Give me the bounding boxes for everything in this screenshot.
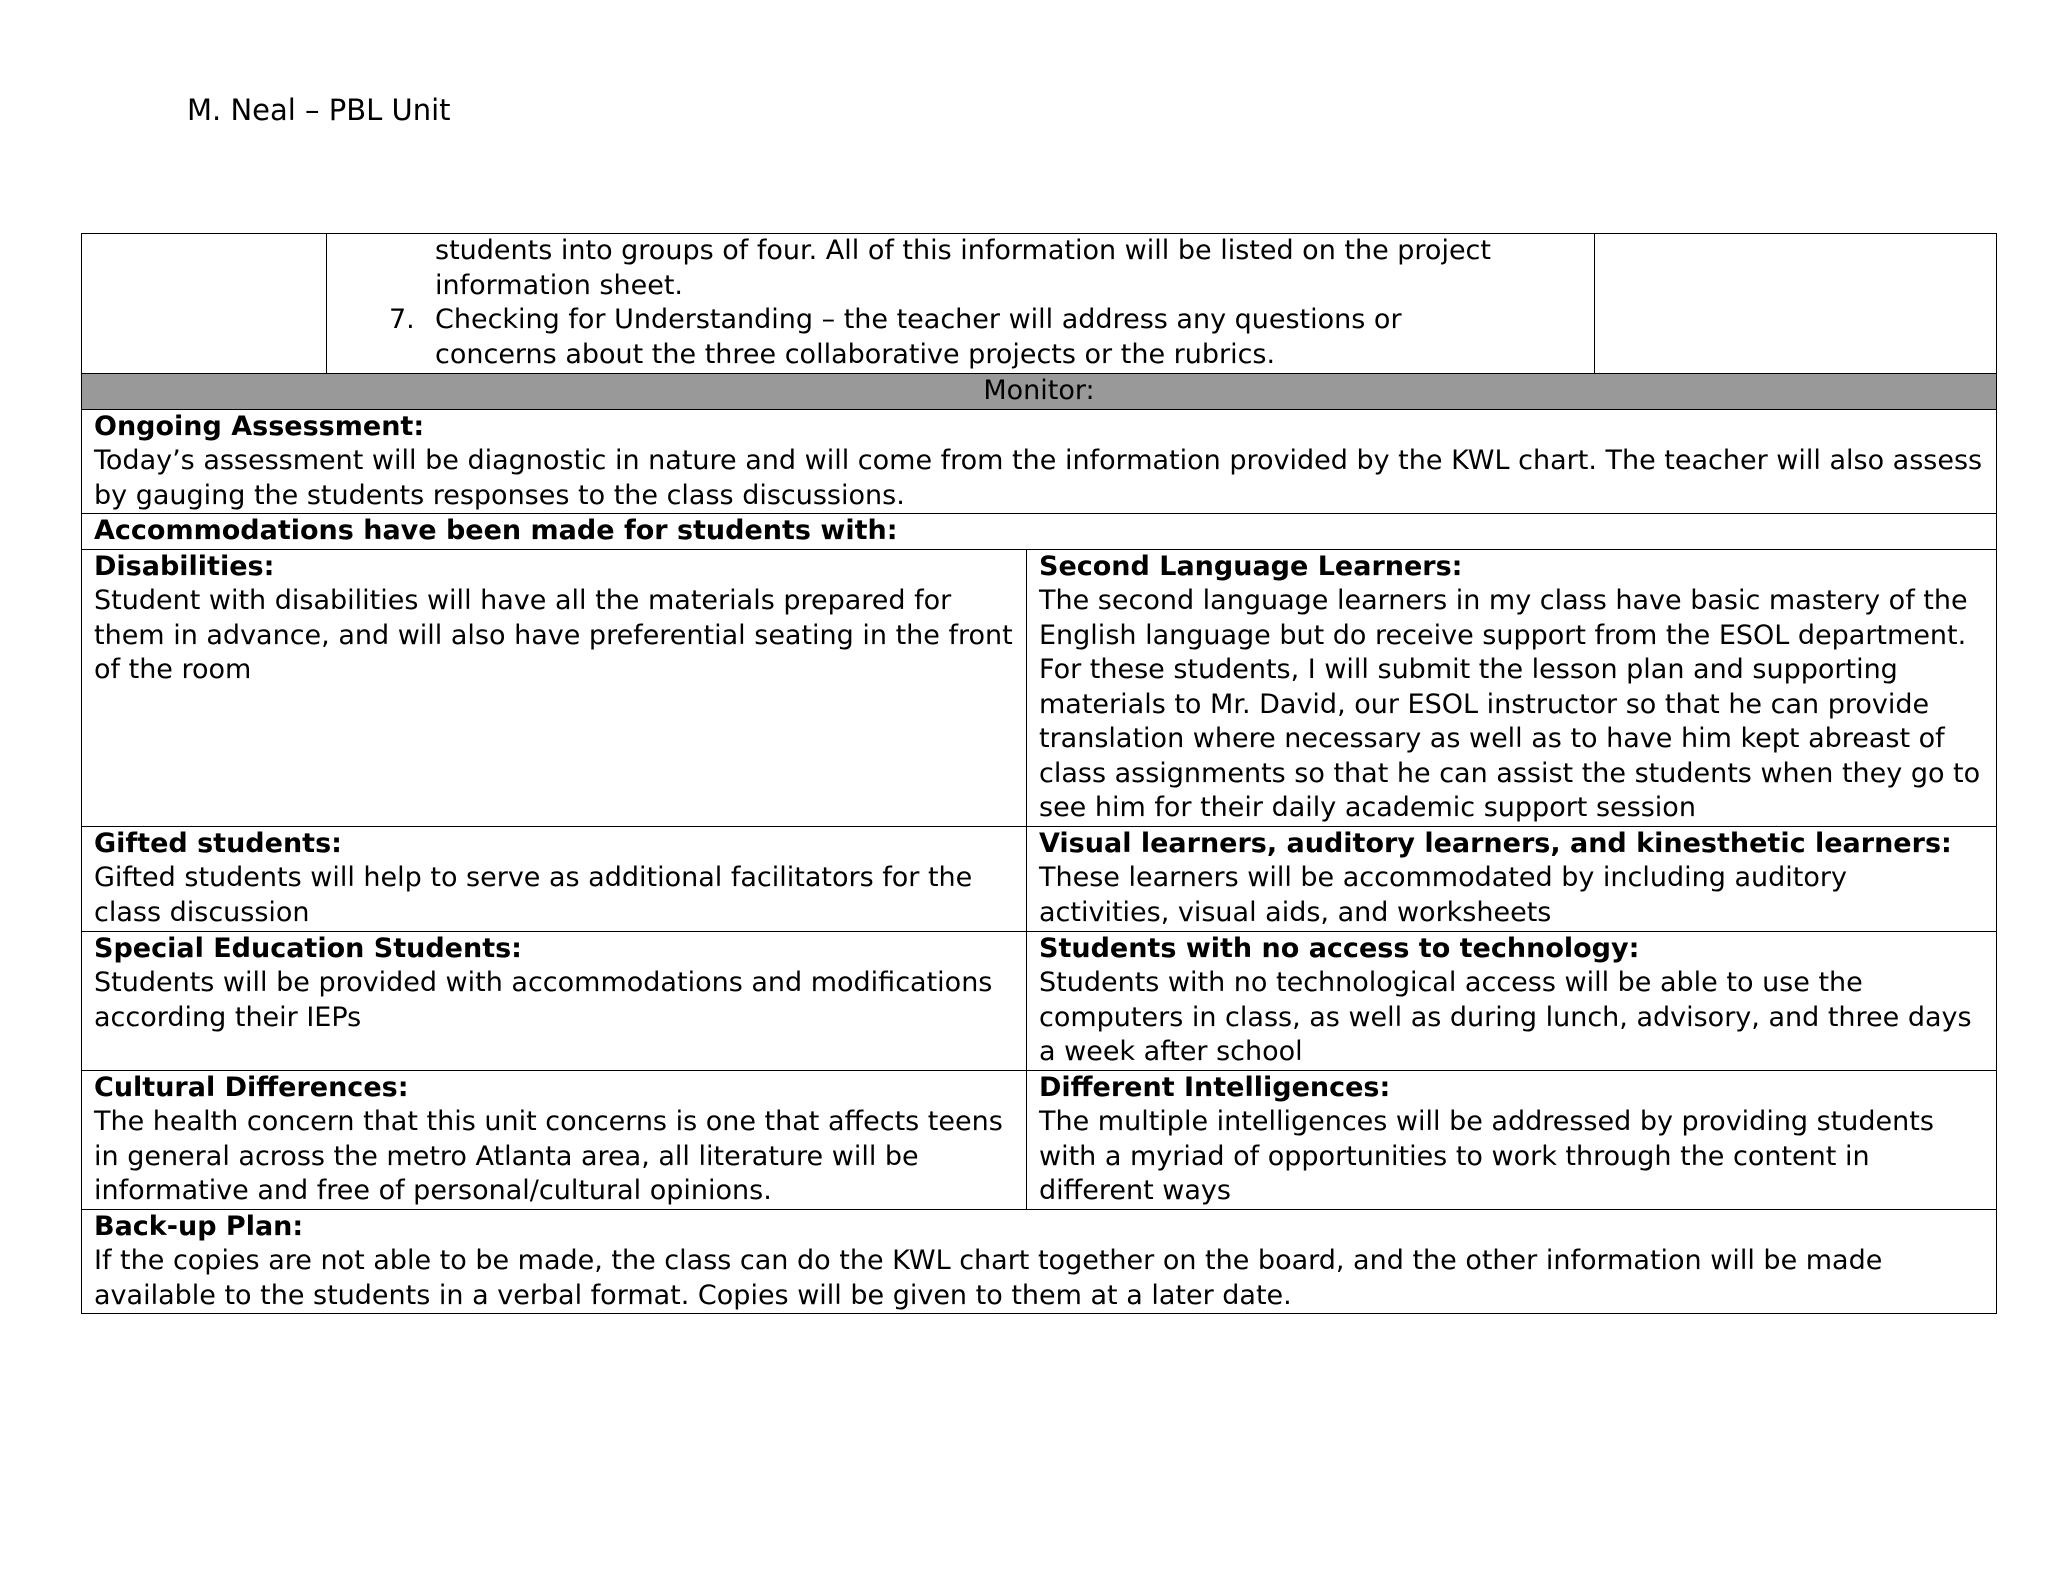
procedure-list [339,234,1582,372]
accommodation-row-2 [82,826,1997,931]
backup-plan-row [82,1209,1997,1314]
continuation-right-cell [1595,234,1997,374]
ongoing-assessment-heading: Ongoing Assessment: [94,410,425,442]
monitor-section-header: Monitor: [82,374,1997,410]
procedure-item-6-line-1: students into groups of four. All of this information will be listed on the project [435,235,1491,266]
cultural-differences-cell [82,1070,1027,1209]
page-header-title: M. Neal – PBL Unit [187,93,451,127]
special-education-cell [82,931,1027,1070]
procedure-item-7-text: Checking for Understanding – the teacher will address any questions or [435,304,1402,335]
backup-plan-text: If the copies are not able to be made, the class can do the KWL chart together on the board, and the other information will be made available to the students in a verbal format. Copies will be given to them at a later date. [94,1245,1883,1311]
ongoing-assessment-row [82,409,1997,514]
ongoing-assessment-cell [82,409,1997,514]
gifted-students-text: Gifted students will help to serve as additional facilitators for the class discussion [94,862,973,928]
accommodation-row-3 [82,931,1997,1070]
no-technology-access-text: Students with no technological access will be able to use the computers in class, as well as during lunch, advisory, and three days a week after school [1039,967,1972,1067]
continuation-left-cell [82,234,327,374]
disabilities-cell [82,549,1027,826]
continuation-row [82,234,1997,374]
procedure-item-7-number: 7. [389,304,415,335]
different-intelligences-cell [1027,1070,1997,1209]
monitor-row [82,374,1997,410]
backup-plan-cell [82,1209,1997,1314]
procedure-item-7-line-1 [339,303,1582,338]
learning-styles-heading: Visual learners, auditory learners, and kinesthetic learners: [1039,827,1952,859]
cultural-differences-text: The health concern that this unit concerns is one that affects teens in general across the metro Atlanta area, all literature will be informative and free of personal/cultural opinions. [94,1106,1003,1206]
procedure-item-6-line-2: information sheet. [435,269,683,301]
continuation-procedure-cell [327,234,1595,374]
learning-styles-text: These learners will be accommodated by including auditory activities, visual aids, and worksheets [1039,862,1847,928]
accommodations-heading-row [82,514,1997,550]
special-education-heading: Special Education Students: [94,932,522,964]
cultural-differences-heading: Cultural Differences: [94,1071,409,1103]
different-intelligences-text: The multiple intelligences will be addressed by providing students with a myriad of opportunities to work through the content in different ways [1039,1106,1934,1206]
gifted-students-heading: Gifted students: [94,827,342,859]
second-language-learners-cell [1027,549,1997,826]
disabilities-text: Student with disabilities will have all the materials prepared for them in advance, and will also have preferential seating in the front of the room [94,585,1013,685]
backup-plan-heading: Back-up Plan: [94,1210,304,1242]
different-intelligences-heading: Different Intelligences: [1039,1071,1391,1103]
second-language-learners-heading: Second Language Learners: [1039,550,1463,582]
second-language-learners-text: The second language learners in my class have basic mastery of the English language but do receive support from the ESOL department. For these students, I will submit the lesson plan and supporting materials to Mr. David, our ESOL instructor so that he can provide translation where necessary as well as to have him kept abreast of class assignments so that he can assist the students when they go to see him for their daily academic support session [1039,585,1981,823]
gifted-students-cell [82,826,1027,931]
disabilities-heading: Disabilities: [94,550,275,582]
accommodation-row-4 [82,1070,1997,1209]
no-technology-access-heading: Students with no access to technology: [1039,932,1640,964]
no-technology-access-cell [1027,931,1997,1070]
accommodation-row-1 [82,549,1997,826]
procedure-item-7-line-2: concerns about the three collaborative projects or the rubrics. [435,338,1276,370]
ongoing-assessment-text: Today’s assessment will be diagnostic in nature and will come from the information provided by the KWL chart. The teacher will also assess by gauging the students responses to the class discussions. [94,445,1983,511]
accommodations-heading: Accommodations have been made for students with: [82,514,1997,550]
special-education-text: Students will be provided with accommodations and modifications according their IEPs [94,967,993,1033]
lesson-plan-table [81,233,1997,1314]
learning-styles-cell [1027,826,1997,931]
